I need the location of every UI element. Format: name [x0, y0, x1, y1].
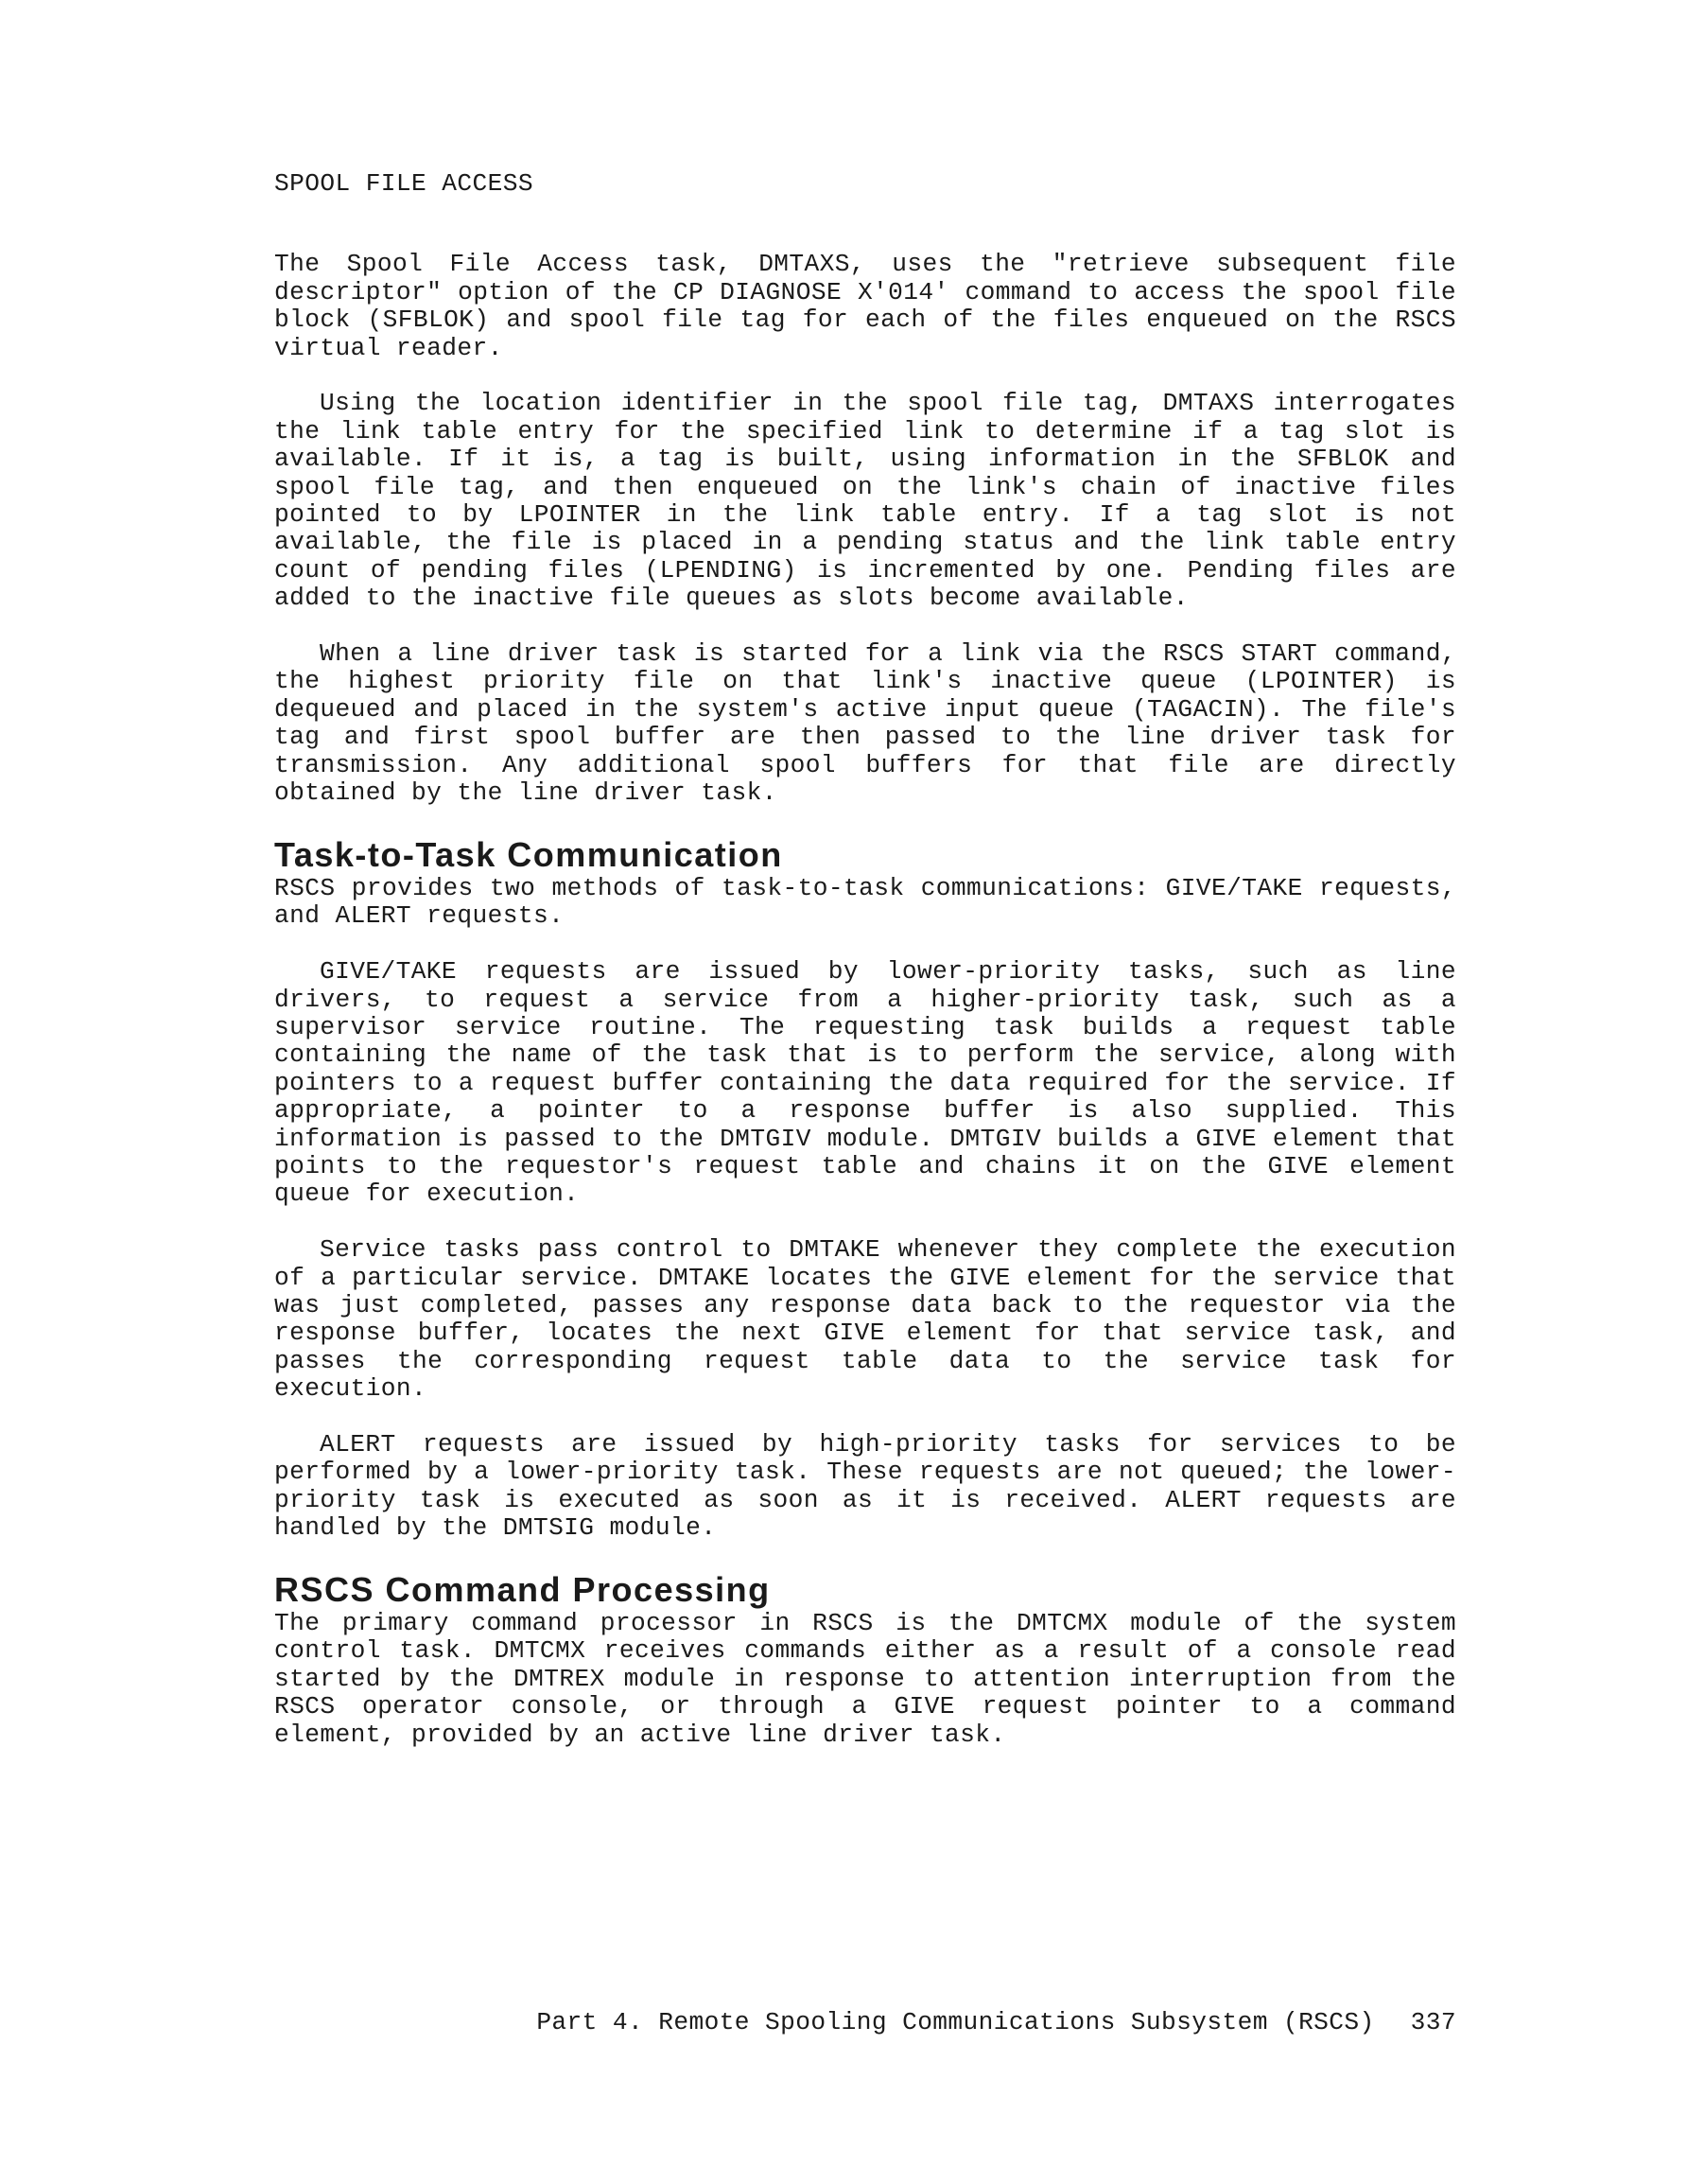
page-number: 337 [1410, 2008, 1456, 2036]
paragraph-spool-1: The Spool File Access task, DMTAXS, uses the "retrieve subsequent file descriptor" option of the CP DIAGNOSE X'014' command to access the spool file block (SFBLOK) and spool file tag for each of the files enqueued on the RSCS virtual reader. [274, 250, 1456, 362]
running-head: SPOOL FILE ACCESS [274, 169, 533, 198]
section-heading-command-processing: RSCS Command Processing [274, 1569, 771, 1609]
paragraph-task-3: Service tasks pass control to DMTAKE whenever they complete the execution of a particular service. DMTAKE locates the GIVE element for the service that was just completed, passes any response data back to the requestor via the response buffer, locates the next GIVE element for that service task, and passes the corresponding request table data to the service task for execution. [274, 1235, 1456, 1404]
paragraph-spool-3: When a line driver task is started for a link via the RSCS START command, the highest priority file on that link's inactive queue (LPOINTER) is dequeued and placed in the system's active input queue (TAGACIN). The file's tag and first spool buffer are then passed to the line driver task for transmission. Any additional spool buffers for that file are directly obtained by the line driver task. [274, 639, 1456, 808]
paragraph-spool-2: Using the location identifier in the spool file tag, DMTAXS interrogates the link table entry for the specified link to determine if a tag slot is available. If it is, a tag is built, using information in the SFBLOK and spool file tag, and then enqueued on the link's chain of inactive files pointed to by LPOINTER in the link table entry. If a tag slot is not available, the file is placed in a pending status and the link table entry count of pending files (LPENDING) is incremented by one. Pending files are added to the inactive file queues as slots become available. [274, 389, 1456, 613]
footer-title: Part 4. Remote Spooling Communications Subsystem (RSCS) [536, 2008, 1375, 2036]
document-page [274, 170, 1456, 1776]
paragraph-task-2: GIVE/TAKE requests are issued by lower-priority tasks, such as line drivers, to request a service from a higher-priority task, such as a supervisor service routine. The requesting task builds a request table containing the name of the task that is to perform the service, along with pointers to a request buffer containing the data required for the service. If appropriate, a pointer to a response buffer is also supplied. This information is passed to the DMTGIV module. DMTGIV builds a GIVE element that points to the requestor's request table and chains it on the GIVE element queue for execution. [274, 957, 1456, 1209]
paragraph-task-1: RSCS provides two methods of task-to-task communications: GIVE/TAKE requests, and ALERT requests. [274, 873, 1456, 931]
paragraph-rscs-1: The primary command processor in RSCS is the DMTCMX module of the system control task. DMTCMX receives commands either as a result of a console read started by the DMTREX module in response to attention interruption from the RSCS operator console, or through a GIVE request pointer to a command element, provided by an active line driver task. [274, 1608, 1456, 1749]
paragraph-task-4: ALERT requests are issued by high-priority tasks for services to be performed by a lower-priority task. These requests are not queued; the lower-priority task is executed as soon as it is received. ALERT requests are handled by the DMTSIG module. [274, 1429, 1456, 1543]
section-heading-task-communication: Task-to-Task Communication [274, 834, 783, 874]
page-footer [467, 2009, 1456, 2036]
